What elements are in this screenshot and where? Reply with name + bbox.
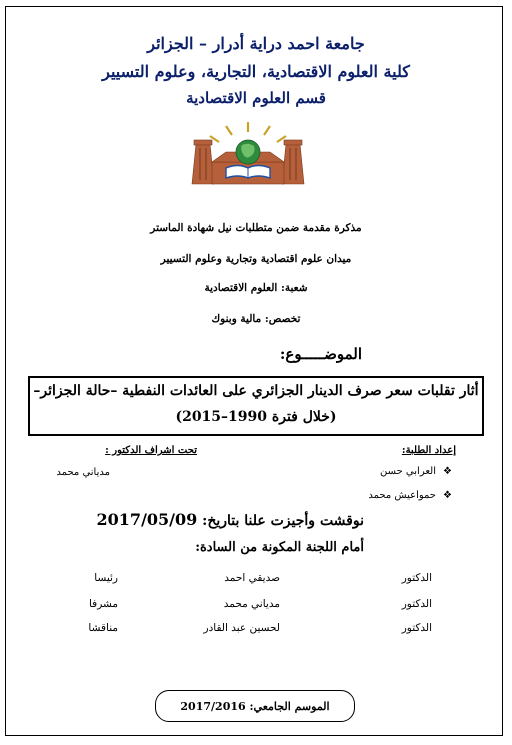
committee-role-3: مناقشا (88, 622, 118, 634)
faculty-name: كلية العلوم الاقتصادية، التجارية، وعلوم التسيير (102, 62, 410, 81)
university-name: جامعة احمد دراية أدرار – الجزائر (147, 34, 365, 53)
student-name-1: العرابي حسن (380, 466, 436, 477)
diamond-bullet-icon: ❖ (443, 466, 452, 477)
committee-name-1: صديقي احمد (224, 572, 280, 584)
committee-title-3: الدكتور (401, 622, 432, 634)
subject-title-line2: (خلال فترة 1990–2015) (175, 409, 337, 425)
committee-name-3: لحسين عبد القادر (203, 622, 280, 634)
committee-title-2: الدكتور (401, 598, 432, 610)
defense-text: نوقشت وأجيزت علنا بتاريخ: (202, 513, 364, 529)
memo-branch: شعبة: العلوم الاقتصادية (204, 282, 308, 294)
student-name-2: حمواعيش محمد (368, 490, 436, 501)
committee-role-1: رئيسا (94, 572, 118, 584)
committee-role-2: مشرفا (88, 598, 118, 610)
memo-purpose: مذكرة مقدمة ضمن متطلبات نيل شهادة الماستر (150, 222, 362, 234)
memo-specialty: تخصص: مالية وبنوك (211, 313, 301, 325)
subject-title-line1: أثار تقلبات سعر صرف الدينار الجزائري على العائدات النفطية –حالة الجزائر– (33, 383, 479, 399)
committee-intro: أمام اللجنة المكونة من السادة: (195, 540, 364, 555)
open-book (226, 166, 270, 179)
defense-date: 2017/05/09 (96, 510, 198, 529)
university-emblem-icon (186, 118, 310, 188)
academic-year: الموسم الجامعي: 2017/2016 (155, 690, 355, 722)
committee-title-1: الدكتور (401, 572, 432, 584)
diamond-bullet-icon: ❖ (443, 490, 452, 501)
subject-label: الموضـــــوع: (279, 345, 362, 363)
students-label: إعداد الطلبة: (401, 445, 456, 456)
supervisor-name: مدياني محمد (56, 467, 110, 478)
supervisor-label: تحت اشراف الدكتور : (105, 445, 197, 456)
committee-name-2: مدياني محمد (223, 598, 280, 610)
memo-field: ميدان علوم اقتصادية وتجارية وعلوم التسيير (160, 253, 352, 265)
defense-statement (97, 510, 364, 529)
department-name: قسم العلوم الاقتصادية (186, 89, 326, 107)
